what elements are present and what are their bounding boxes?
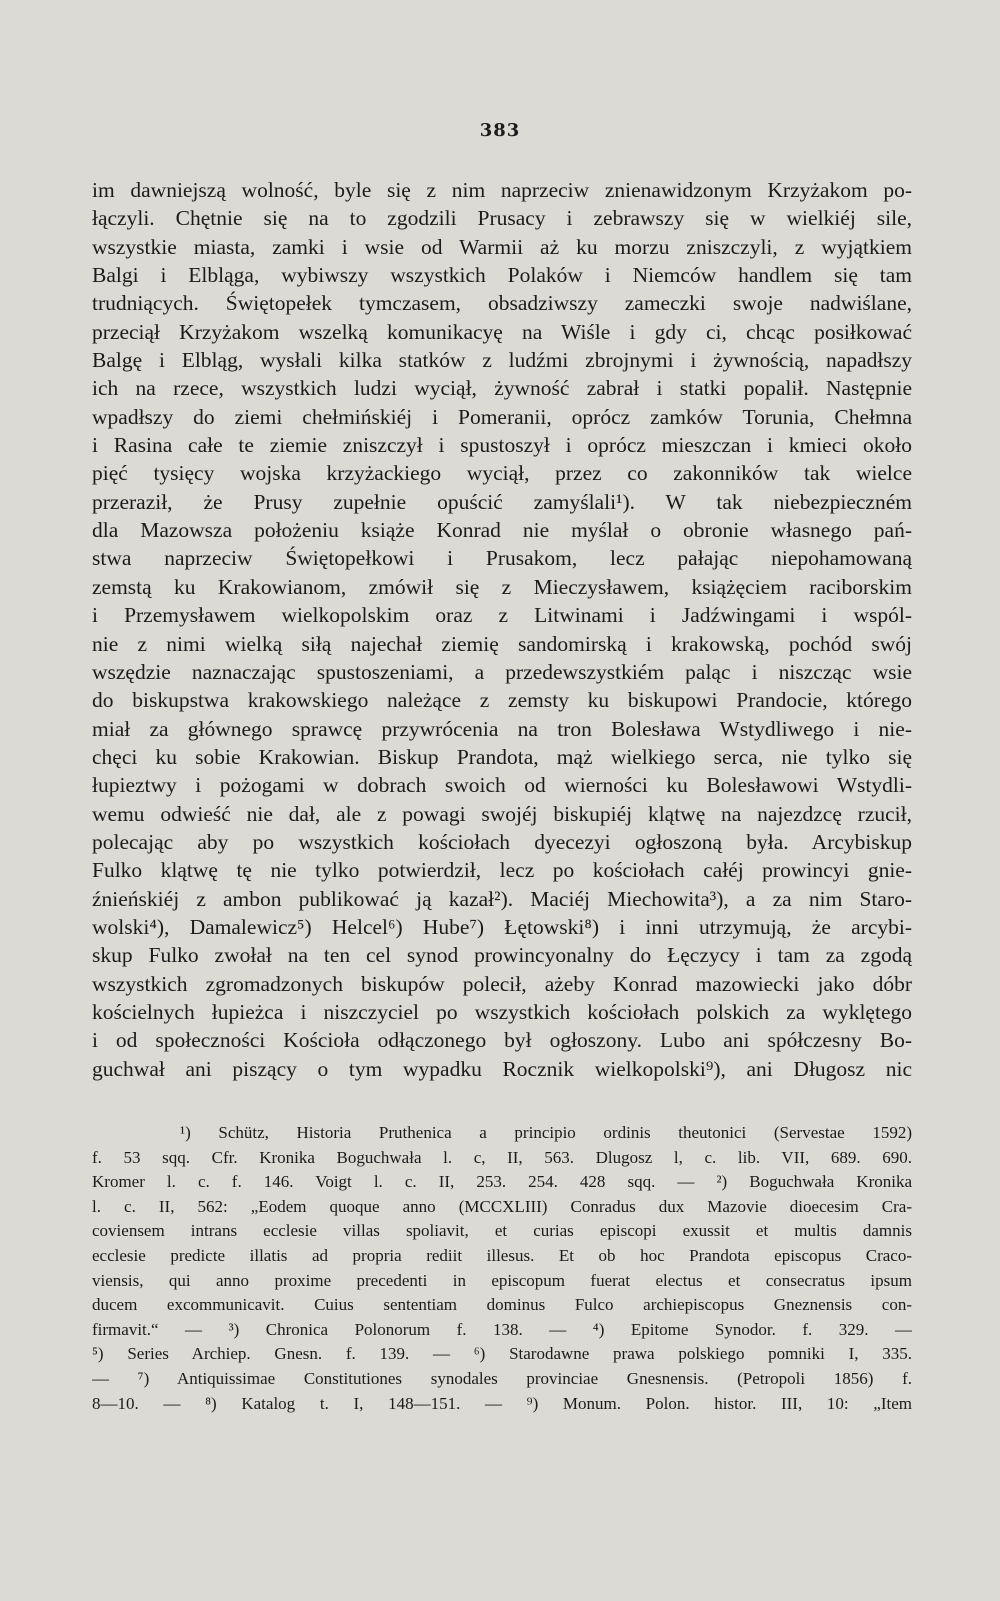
text-line: nie z nimi wielką siłą najechał ziemię sandomirską i krakowską, pochód swój [92,631,912,656]
text-line: do biskupstwa krakowskiego należące z zemsty ku biskupowi Prandocie, którego [92,688,912,713]
text-line: wszystkich zgromadzonych biskupów polecił, ażeby Konrad mazowiecki jako dóbr [92,971,912,996]
footnote-line: l. c. II, 562: „Eodem quoque anno (MCCXLIII) Conradus dux Mazovie dioecesim Cra- [92,1196,912,1216]
text-line: i od społeczności Kościoła odłączonego był ogłoszony. Lubo ani spółczesny Bo- [92,1028,912,1053]
footnote-line: Kromer l. c. f. 146. Voigt l. c. II, 253. 254. 428 sqq. — ²) Boguchwała Kronika [92,1172,912,1192]
footnote-line: ¹) Schütz, Historia Pruthenica a principio ordinis theutonici (Servestae 1592) [180,1123,912,1142]
text-line: kościelnych łupieżca i niszczyciel po wszystkich kościołach polskich za wyklętego [92,999,912,1024]
text-line: Balgi i Elbląga, wybiwszy wszystkich Polaków i Niemców handlem się tam [92,263,912,288]
text-line: łączyli. Chętnie się na to zgodzili Prusacy i zebrawszy się w wielkiéj sile, [92,206,912,231]
text-line: polecając aby po wszystkich kościołach dyecezyi ogłoszoną była. Arcybiskup [92,829,912,854]
text-line: zemstą ku Krakowianom, zmówił się z Mieczysławem, książęciem raciborskim [92,574,912,599]
footnote-line: f. 53 sqq. Cfr. Kronika Boguchwała l. c, II, 563. Dlugosz l, c. lib. VII, 689. 690. [92,1147,912,1167]
text-line: im dawniejszą wolność, byle się z nim naprzeciw znienawidzonym Krzyżakom po- [92,178,912,202]
text-line: przeciął Krzyżakom wszelką komunikacyę na Wiśle i gdy ci, chcąc posiłkować [92,319,912,344]
text-line: miał za głównego sprawcę przywrócenia na tron Bolesława Wstydliwego i nie- [92,716,912,741]
text-line: guchwał ani piszący o tym wypadku Rocznik wielkopolski⁹), ani Długosz nic [92,1056,912,1081]
text-line: skup Fulko zwołał na ten cel synod prowincyonalny do Łęczycy i tam za zgodą [92,943,912,968]
text-line: ich na rzece, wszystkich ludzi wyciął, żywność zabrał i statki popalił. Następnie [92,376,912,401]
text-line: wszystkie miasta, zamki i wsie od Warmii aż ku morzu zniszczyli, z wyjątkiem [92,234,912,259]
text-line: źnieńskiéj z ambon publikować ją kazał²). Maciéj Miechowita³), a za nim Staro- [92,886,912,911]
text-line: i Rasina całe te ziemie zniszczył i spustoszył i oprócz mieszczan i kmieci około [92,433,912,458]
footnotes [92,1121,912,1416]
footnote-line: — ⁷) Antiquissimae Constitutiones synodales provinciae Gnesnensis. (Petropoli 1856) f. [92,1368,912,1388]
text-line: i Przemysławem wielkopolskim oraz z Litwinami i Jadźwingami i wspól- [92,603,912,628]
footnote-line: ducem excommunicavit. Cuius sententiam dominus Fulco archiepiscopus Gneznensis con- [92,1295,912,1315]
footnote-line: ecclesie predicte illatis ad propria rediit illesus. Et ob hoc Prandota episcopus Craco- [92,1245,912,1265]
text-line: stwa naprzeciw Świętopełkowi i Prusakom, lecz pałając niepohamowaną [92,546,912,571]
text-line: trudniących. Świętopełek tymczasem, obsadziwszy zameczki swoje nadwiślane, [92,291,912,316]
text-line: Balgę i Elbląg, wysłali kilka statków z ludźmi zbrojnymi i żywnością, napadłszy [92,348,912,373]
main-text [92,176,912,1083]
text-line: dla Mazowsza położeniu książe Konrad nie myślał o obronie własnego pań- [92,518,912,543]
text-line: łupieztwy i pożogami w dobrach swoich od wierności ku Bolesławowi Wstydli- [92,773,912,798]
text-line: Fulko klątwę tę nie tylko potwierdził, lecz po kościołach całéj prowincyi gnie- [92,858,912,883]
text-line: przeraził, że Prusy zupełnie opuścić zamyślali¹). W tak niebezpieczném [92,489,912,514]
text-line: pięć tysięcy wojska krzyżackiego wyciął, przez co zakonników tak wielce [92,461,912,486]
text-line: wpadłszy do ziemi chełmińskiéj i Pomeranii, oprócz zamków Torunia, Chełmna [92,404,912,429]
text-line: wszędzie naznaczając spustoszeniami, a przedewszystkiém paląc i niszcząc wsie [92,659,912,684]
text-line: wemu odwieść nie dał, ale z powagi swojéj biskupiéj klątwę na najezdzcę rzucił, [92,801,912,826]
footnote-line: 8—10. — ⁸) Katalog t. I, 148—151. — ⁹) Monum. Polon. histor. III, 10: „Item [92,1393,912,1413]
footnote-line: firmavit.“ — ³) Chronica Polonorum f. 138. — ⁴) Epitome Synodor. f. 329. — [92,1319,912,1339]
footnote-line: ⁵) Series Archiep. Gnesn. f. 139. — ⁶) Starodawne prawa polskiego pomniki I, 335. [92,1344,912,1364]
footnote-line: viensis, qui anno proxime precedenti in episcopum fuerat electus et consecratus ipsum [92,1270,912,1290]
text-line: wolski⁴), Damalewicz⁵) Helcel⁶) Hube⁷) Łętowski⁸) i inni utrzymują, że arcybi- [92,914,912,939]
footnote-line: coviensem intrans ecclesie villas spoliavit, et curias episcopi exussit et multis damnis [92,1221,912,1241]
page-number: 383 [479,120,521,141]
text-line: chęci ku sobie Krakowian. Biskup Prandota, mąż wielkiego serca, nie tylko się [92,744,912,769]
